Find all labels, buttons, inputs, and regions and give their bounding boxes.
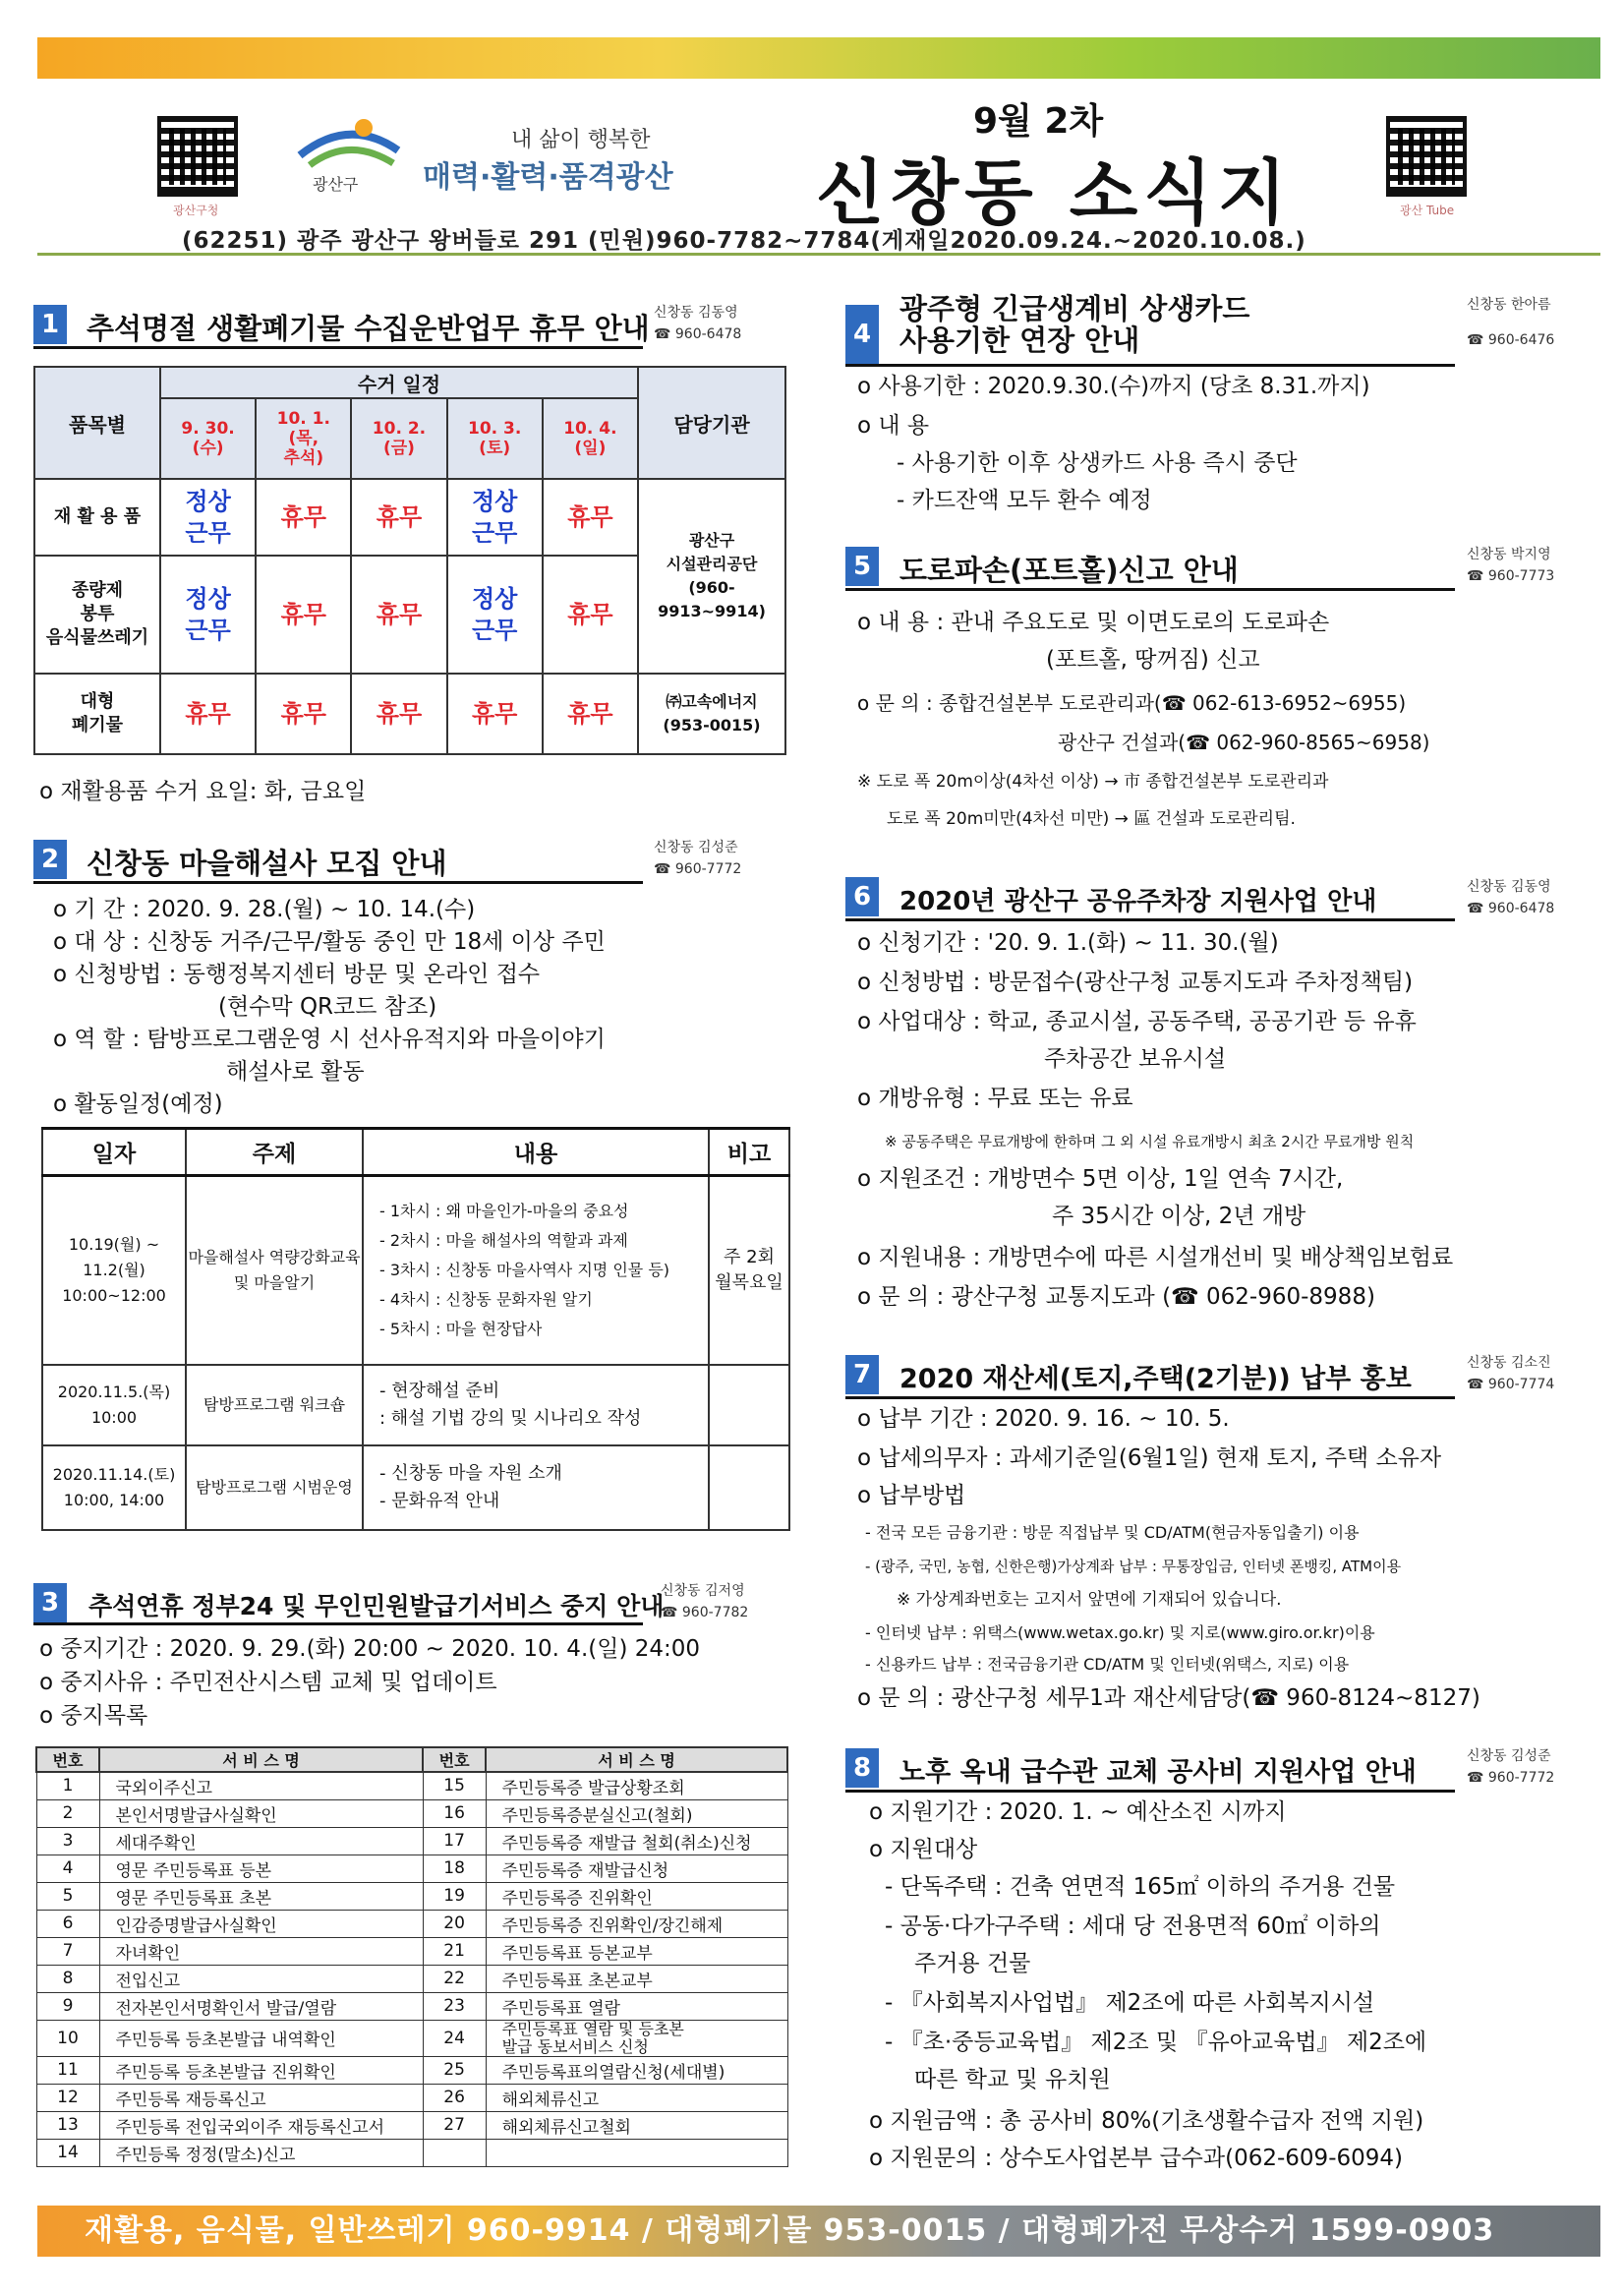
service-number: 9 [36,1992,99,2020]
s4-line: - 사용기한 이후 상생카드 사용 즉시 중단 [897,450,1298,476]
s6-line: 주차공간 보유시설 [1044,1046,1227,1072]
service-number: 11 [36,2056,99,2084]
service-name: 주민등록표 열람 [486,1992,787,2020]
service-name: 주민등록증 발급상황조회 [486,1772,787,1799]
schedule-cell: 휴무 [351,674,446,754]
service-row [36,1772,787,1799]
service-row [36,1827,787,1854]
section-4-number: 4 [845,305,879,364]
service-number: 8 [36,1965,99,1992]
activity-topic: 탐방프로그램 시범운영 [186,1445,363,1530]
s2-line: o 대 상 : 신창동 거주/근무/활동 중인 만 18세 이상 주민 [53,929,606,955]
service-row [36,1937,787,1965]
section-6-contact-name: 신창동 김동영 [1467,879,1551,895]
s7-line: o 납부 기간 : 2020. 9. 16. ~ 10. 5. [857,1406,1230,1432]
service-number: 18 [423,1854,486,1882]
s2-line: o 신청방법 : 동행정복지센터 방문 및 온라인 접수 [53,962,541,987]
agency-cell: 광산구 시설관리공단 (960-9913~9914) [638,479,785,674]
s6-line: o 개방유형 : 무료 또는 유료 [857,1086,1133,1111]
service-number: 1 [36,1772,99,1799]
section-1-contact-phone: ☎ 960-6478 [654,326,742,342]
service-row [36,1799,787,1827]
gwangsan-logo-icon [290,116,408,175]
service-name: 본인서명발급사실확인 [99,1799,423,1827]
s4-line: o 내 용 [857,413,930,439]
s7-line: - 인터넷 납부 : 위택스(www.wetax.go.kr) 및 지로(www.giro.or.kr)이용 [865,1623,1375,1642]
schedule-cell: 휴무 [256,479,351,556]
service-number: 24 [423,2020,486,2056]
s3-line: o 중지사유 : 주민전산시스템 교체 및 업데이트 [39,1670,497,1695]
schedule-cell: 정상 근무 [447,556,543,674]
section-6-title: 2020년 광산구 공유주차장 지원사업 안내 [899,887,1377,916]
s6-line: o 지원조건 : 개방면수 5면 이상, 1일 연속 7시간, [857,1166,1344,1192]
service-row [36,2139,787,2166]
col-service-header: 서 비 스 명 [486,1747,787,1772]
schedule-cell: 정상 근무 [160,479,256,556]
page-title: 신창동 소식지 [816,151,1293,234]
service-number: 17 [423,1827,486,1854]
service-name: 주민등록증 재발급 철회(취소)신청 [486,1827,787,1854]
service-name [486,2139,787,2166]
section-5-number: 5 [845,547,879,586]
section-5-title: 도로파손(포트홀)신고 안내 [899,554,1239,587]
service-row [36,1992,787,2020]
date-header: 10. 1. (목, 추석) [256,398,351,479]
qr-code-right[interactable] [1386,116,1467,197]
s6-line: 주 35시간 이상, 2년 개방 [1052,1204,1306,1229]
schedule-cell: 휴무 [543,479,638,556]
s8-line: o 지원금액 : 총 공사비 80%(기초생활수급자 전액 지원) [869,2108,1424,2134]
s8-line: o 지원문의 : 상수도사업본부 급수과(062-609-6094) [869,2146,1403,2171]
col-service-header: 서 비 스 명 [99,1747,423,1772]
qr-right-caption: 광산 Tube [1400,204,1455,217]
service-number: 14 [36,2139,99,2166]
service-row [36,1965,787,1992]
service-row [36,2056,787,2084]
s8-line: o 지원대상 [869,1837,978,1862]
section-4-contact-name: 신창동 한아름 [1467,297,1551,313]
s5-line: 광산구 건설과(☎ 062-960-8565~6958) [1058,731,1430,754]
s8-line: - 『사회복지사업법』 제2조에 따른 사회복지시설 [885,1990,1375,2016]
service-number: 20 [423,1910,486,1937]
col-agency-header: 담당기관 [638,367,785,479]
section-7-contact-phone: ☎ 960-7774 [1467,1377,1555,1392]
schedule-cell: 휴무 [256,556,351,674]
section-1-note: o 재활용품 수거 요일: 화, 금요일 [39,779,367,804]
section-1-contact-name: 신창동 김동영 [654,305,738,321]
activity-content: - 신창동 마을 자원 소개 - 문화유적 안내 [363,1445,709,1530]
service-name: 주민등록증 재발급신청 [486,1854,787,1882]
s2-line: o 기 간 : 2020. 9. 28.(월) ~ 10. 14.(수) [53,897,476,922]
address-line: (62251) 광주 광산구 왕버들로 291 (민원)960-7782~7784(게재일2020.09.24.~2020.10.08.) [182,228,1306,254]
service-name: 주민등록 등초본발급 진위확인 [99,2056,423,2084]
service-number: 4 [36,1854,99,1882]
section-6-rule [845,918,1455,921]
section-8-rule [845,1790,1455,1793]
s6-line: o 문 의 : 광산구청 교통지도과 (☎ 062-960-8988) [857,1284,1375,1310]
s6-line: o 지원내용 : 개방면수에 따른 시설개선비 및 배상책임보험료 [857,1245,1454,1270]
agency-cell: ㈜고속에너지 (953-0015) [638,674,785,754]
schedule-cell: 휴무 [256,674,351,754]
col-date-header: 일자 [42,1129,186,1176]
service-name: 자녀확인 [99,1937,423,1965]
service-number: 10 [36,2020,99,2056]
service-name: 주민등록증 진위확인/장긴해제 [486,1910,787,1937]
activity-content: - 현장해설 준비 : 해설 기법 강의 및 시나리오 작성 [363,1365,709,1445]
activity-note: 주 2회 월목요일 [709,1176,789,1365]
service-number [423,2139,486,2166]
col-schedule-header: 수거 일정 [160,367,638,398]
section-4-title-line2: 사용기한 연장 안내 [899,324,1140,357]
section-6-contact-phone: ☎ 960-6478 [1467,901,1555,916]
s5-line: o 문 의 : 종합건설본부 도로관리과(☎ 062-613-6952~6955) [857,691,1407,715]
section-8-contact-phone: ☎ 960-7772 [1467,1770,1555,1786]
section-1-title: 추석명절 생활폐기물 수집운반업무 휴무 안내 [87,312,650,345]
s7-line: o 납부방법 [857,1483,966,1508]
service-name: 주민등록 재등록신고 [99,2084,423,2111]
service-number: 13 [36,2111,99,2139]
qr-left-caption: 광산구청 [173,204,219,217]
activity-date: 2020.11.5.(목) 10:00 [42,1365,186,1445]
service-row [36,2084,787,2111]
s5-line: (포트홀, 땅꺼짐) 신고 [1046,647,1260,673]
activity-note [709,1365,789,1445]
service-row [36,1854,787,1882]
s7-line: o 문 의 : 광산구청 세무1과 재산세담당(☎ 960-8124~8127) [857,1685,1480,1711]
s5-line: ※ 도로 폭 20m이상(4차선 이상) → 市 종합건설본부 도로관리과 [857,772,1329,792]
section-8-number: 8 [845,1748,879,1788]
activity-date: 10.19(월) ~ 11.2(월) 10:00~12:00 [42,1176,186,1365]
section-6-number: 6 [845,877,879,916]
service-number: 25 [423,2056,486,2084]
col-no-header: 번호 [423,1747,486,1772]
service-name: 주민등록표 등본교부 [486,1937,787,1965]
service-name: 해외체류신고 [486,2084,787,2111]
service-row [36,1910,787,1937]
s8-line: 주거용 건물 [914,1951,1031,1976]
s6-line: o 신청방법 : 방문접수(광산구청 교통지도과 주차정책팀) [857,970,1414,995]
activity-topic: 마을해설사 역량강화교육 및 마을알기 [186,1176,363,1365]
row-item: 종량제 봉투 음식물쓰레기 [34,556,160,674]
col-content-header: 내용 [363,1129,709,1176]
service-number: 19 [423,1882,486,1910]
activity-schedule-table [41,1127,790,1531]
s8-line: - 공동·다가구주택 : 세대 당 전용면적 60㎡ 이하의 [885,1913,1381,1939]
s8-line: - 단독주택 : 건축 연면적 165㎡ 이하의 주거용 건물 [885,1874,1396,1900]
row-item: 대형 폐기물 [34,674,160,754]
logo-word: 광산구 [313,175,359,194]
s6-line: ※ 공동주택은 무료개방에 한하며 그 외 시설 유료개방시 최초 2시간 무료개방 원칙 [885,1133,1415,1150]
s2-line: o 역 할 : 탐방프로그램운영 시 선사유적지와 마을이야기 [53,1027,606,1052]
schedule-cell: 휴무 [447,674,543,754]
activity-note [709,1445,789,1530]
col-item-header: 품목별 [34,367,160,479]
schedule-cell: 휴무 [543,556,638,674]
schedule-cell: 휴무 [543,674,638,754]
service-name: 주민등록표의열람신청(세대별) [486,2056,787,2084]
schedule-cell: 정상 근무 [447,479,543,556]
schedule-cell: 휴무 [351,556,446,674]
section-7-rule [845,1396,1455,1399]
s8-line: 따른 학교 및 유치원 [914,2067,1111,2092]
section-7-contact-name: 신창동 김소진 [1467,1355,1551,1371]
s7-line: o 납세의무자 : 과세기준일(6월1일) 현재 토지, 주택 소유자 [857,1445,1442,1471]
section-5-contact-phone: ☎ 960-7773 [1467,568,1555,584]
s2-line: o 활동일정(예정) [53,1091,223,1117]
slogan-big: 매력·활력·품격광산 [423,160,673,195]
service-number: 2 [36,1799,99,1827]
service-name: 세대주확인 [99,1827,423,1854]
section-4-rule [845,364,1455,367]
s8-line: - 『초·중등교육법』 제2조 및 『유아교육법』 제2조에 [885,2030,1427,2055]
date-header: 10. 2. (금) [351,398,446,479]
qr-code-left[interactable] [157,116,238,197]
service-number: 15 [423,1772,486,1799]
s7-line: - 신용카드 납부 : 전국금융기관 CD/ATM 및 인터넷(위택스, 지로) 이용 [865,1655,1350,1674]
section-1-number: 1 [33,305,67,344]
section-4-contact-phone: ☎ 960-6476 [1467,332,1555,348]
s2-line: (현수막 QR코드 참조) [218,994,437,1020]
section-2-number: 2 [33,840,67,879]
service-row [36,2111,787,2139]
service-row [36,2020,787,2056]
section-3-rule [33,1622,643,1625]
s2-line: 해설사로 활동 [226,1059,365,1085]
s3-line: o 중지기간 : 2020. 9. 29.(화) 20:00 ~ 2020. 10. 4.(일) 24:00 [39,1636,701,1662]
service-number: 3 [36,1827,99,1854]
s3-line: o 중지목록 [39,1703,148,1729]
section-8-contact-name: 신창동 김성준 [1467,1748,1551,1764]
service-name: 전입신고 [99,1965,423,1992]
service-name: 주민등록표 초본교부 [486,1965,787,1992]
date-header: 10. 4. (일) [543,398,638,479]
row-item: 재 활 용 품 [34,479,160,556]
section-2-contact-phone: ☎ 960-7772 [654,861,742,877]
service-number: 6 [36,1910,99,1937]
suspended-services-table [35,1746,788,2167]
service-name: 영문 주민등록표 등본 [99,1854,423,1882]
section-8-title: 노후 옥내 급수관 교체 공사비 지원사업 안내 [899,1757,1417,1788]
section-3-contact-phone: ☎ 960-7782 [661,1605,749,1620]
section-3-number: 3 [33,1583,67,1622]
schedule-cell: 휴무 [160,674,256,754]
section-7-title: 2020 재산세(토지,주택(2기분)) 납부 홍보 [899,1364,1412,1394]
activity-topic: 탐방프로그램 워크숍 [186,1365,363,1445]
s8-line: o 지원기간 : 2020. 1. ~ 예산소진 시까지 [869,1799,1287,1825]
section-4-title-line1: 광주형 긴급생계비 상생카드 [899,292,1250,325]
service-name: 영문 주민등록표 초본 [99,1882,423,1910]
service-name: 주민등록 정정(말소)신고 [99,2139,423,2166]
service-name: 해외체류신고철회 [486,2111,787,2139]
service-number: 16 [423,1799,486,1827]
service-name: 주민등록 등초본발급 내역확인 [99,2020,423,2056]
activity-date: 2020.11.14.(토) 10:00, 14:00 [42,1445,186,1530]
s7-line: - (광주, 국민, 농협, 신한은행)가상계좌 납부 : 무통장입금, 인터넷 폰뱅킹, ATM이용 [865,1558,1402,1575]
section-2-contact-name: 신창동 김성준 [654,840,738,855]
service-number: 7 [36,1937,99,1965]
section-2-title: 신창동 마을해설사 모집 안내 [87,847,447,880]
service-name: 국외이주신고 [99,1772,423,1799]
col-note-header: 비고 [709,1129,789,1176]
service-number: 12 [36,2084,99,2111]
service-number: 26 [423,2084,486,2111]
footer-banner: 재활용, 음식물, 일반쓰레기 960-9914 / 대형폐기물 953-0015 / 대형폐가전 무상수거 1599-0903 [37,2206,1600,2257]
service-name: 주민등록증 진위확인 [486,1882,787,1910]
s5-line: o 내 용 : 관내 주요도로 및 이면도로의 도로파손 [857,610,1330,635]
activity-content: - 1차시 : 왜 마을인가-마을의 중요성 - 2차시 : 마을 해설사의 역할과 과제 - 3차시 : 신창동 마을사역사 지명 인물 등) - 4차시 : 신창동 문화자원 알기 - 5차시 : 마을 현장답사 [363,1176,709,1365]
date-header: 9. 30. (수) [160,398,256,479]
section-3-title: 추석연휴 정부24 및 무인민원발급기서비스 중지 안내 [88,1592,665,1620]
service-number: 21 [423,1937,486,1965]
service-number: 22 [423,1965,486,1992]
s4-line: - 카드잔액 모두 환수 예정 [897,488,1152,513]
section-7-number: 7 [845,1355,879,1394]
s6-line: o 사업대상 : 학교, 종교시설, 공동주택, 공공기관 등 유휴 [857,1009,1417,1034]
service-name: 주민등록표 열람 및 등초본 발급 동보서비스 신청 [486,2020,787,2056]
service-number: 23 [423,1992,486,2020]
service-row [36,1882,787,1910]
s7-line: - 전국 모든 금융기관 : 방문 직접납부 및 CD/ATM(현금자동입출기) 이용 [865,1523,1360,1542]
slogan-small: 내 삶이 행복한 [511,128,651,152]
s4-line: o 사용기한 : 2020.9.30.(수)까지 (당초 8.31.까지) [857,374,1370,399]
s7-line: ※ 가상계좌번호는 고지서 앞면에 기재되어 있습니다. [897,1590,1282,1610]
service-name: 전자본인서명확인서 발급/열람 [99,1992,423,2020]
s5-line: 도로 폭 20m미만(4차선 미만) → 區 건설과 도로관리팀. [887,809,1296,829]
service-number: 5 [36,1882,99,1910]
col-topic-header: 주제 [186,1129,363,1176]
service-name: 주민등록 전입국외이주 재등록신고서 [99,2111,423,2139]
section-5-contact-name: 신창동 박지영 [1467,547,1551,562]
col-no-header: 번호 [36,1747,99,1772]
schedule-cell: 휴무 [351,479,446,556]
service-number: 27 [423,2111,486,2139]
section-5-rule [845,588,1455,591]
service-name: 주민등록증분실신고(철회) [486,1799,787,1827]
section-1-rule [33,346,643,349]
s6-line: o 신청기간 : '20. 9. 1.(화) ~ 11. 30.(월) [857,930,1279,956]
service-name: 인감증명발급사실확인 [99,1910,423,1937]
waste-schedule-table [33,366,786,755]
section-2-rule [33,881,643,884]
section-3-contact-name: 신창동 김저영 [661,1583,745,1599]
date-header: 10. 3. (토) [447,398,543,479]
schedule-cell: 정상 근무 [160,556,256,674]
issue-number: 9월 2차 [973,101,1104,142]
